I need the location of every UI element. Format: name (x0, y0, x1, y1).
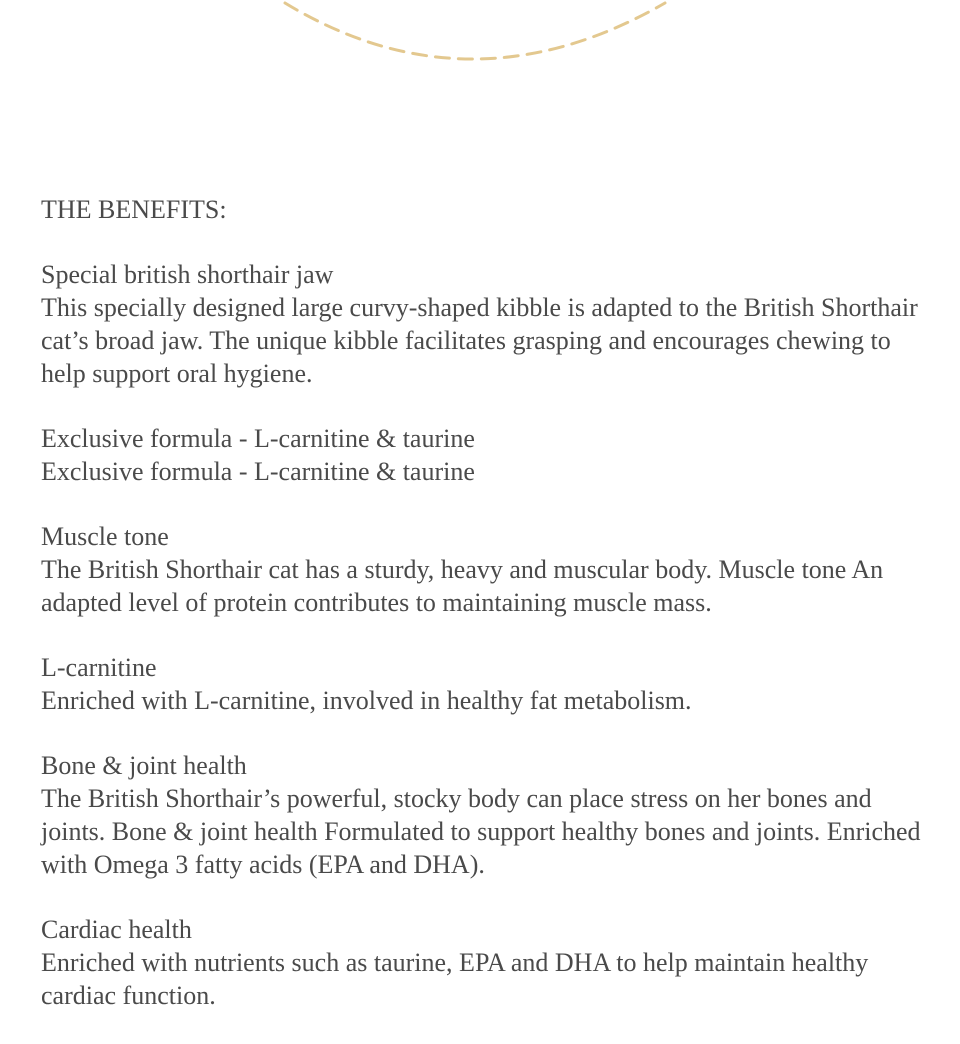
benefit-description: Exclusive formula - L-carnitine & taurine (41, 457, 475, 486)
benefit-description: The British Shorthair’s powerful, stocky body can place stress on her bones and joints. Bone & joint health Formulated to support healthy bones and joints. Enriched with Omega 3 fatty acids (EPA and DHA). (41, 784, 921, 879)
dashed-arc-path (285, 3, 665, 59)
benefit-item (41, 913, 931, 1012)
benefits-section (41, 193, 931, 1044)
benefit-description: The British Shorthair cat has a sturdy, heavy and muscular body. Muscle tone An adapted level of protein contributes to maintaining muscle mass. (41, 555, 884, 617)
benefit-item (41, 749, 931, 881)
benefit-title: L-carnitine (41, 653, 157, 682)
benefit-item (41, 258, 931, 390)
benefit-item (41, 422, 931, 488)
benefits-heading: THE BENEFITS: (41, 195, 227, 224)
dashed-arc-decoration-icon (0, 0, 960, 80)
benefit-title: Muscle tone (41, 522, 169, 551)
benefit-title: Special british shorthair jaw (41, 260, 334, 289)
benefit-title: Cardiac health (41, 915, 192, 944)
benefit-item (41, 520, 931, 619)
benefit-title: Bone & joint health (41, 751, 247, 780)
benefit-item (41, 651, 931, 717)
benefit-title: Exclusive formula - L-carnitine & taurine (41, 424, 475, 453)
benefit-description: This specially designed large curvy-shaped kibble is adapted to the British Shorthair cat’s broad jaw. The unique kibble facilitates grasping and encourages chewing to help support oral hygiene. (41, 293, 918, 388)
benefit-description: Enriched with nutrients such as taurine, EPA and DHA to help maintain healthy cardiac function. (41, 948, 869, 1010)
benefit-description: Enriched with L-carnitine, involved in healthy fat metabolism. (41, 686, 692, 715)
